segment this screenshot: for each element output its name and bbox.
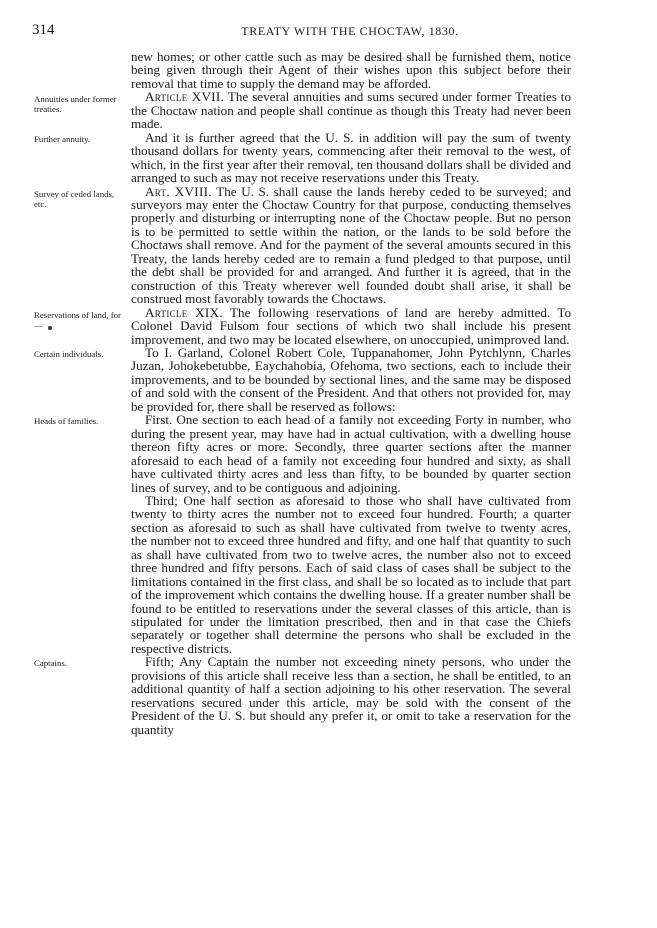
page-number: 314 [32, 22, 55, 38]
page-header [0, 22, 657, 42]
treaty-text [0, 50, 657, 736]
paragraph: Third; One half section as aforesaid to those who shall have cultivated from twenty to thirty acres the number not to exceed four hundred. Fourth; a quarter section as aforesaid to such as shall have cultivated from twelve to twenty acres, the number not to exceed three hundred and fifty, and one half that quantity to such as shall have cultivated from two to twelve acres, the number also not to exceed three hundred and fifty persons. Each of said class of cases shall be subject to the limitations contained in the first class, and shall be so located as to include that part of the improvement which contains the dwelling house. If a greater number shall be found to be entitled to reservations under the several classes of this article, than is stipulated for under the limitation prescribed, then and in that case the Chiefs separately or together shall determine the persons who shall be excluded in the respective districts. [131, 492, 571, 656]
margin-note: Further annuity. [34, 133, 91, 144]
section-article-xviii [0, 185, 657, 306]
section-article-xvii [0, 90, 657, 130]
section-captains [0, 655, 657, 736]
paragraph-text: The following reservations of land are hereby admitted. To Colonel David Fulsom four sections of which two shall include his present improvement, and two may be located elsewhere, on unoccupied, unimproved land. [131, 304, 571, 347]
paragraph-text: The several annuities and sums secured under former Treaties to the Choctaw nation and people shall continue as though this Treaty had never been made. [131, 89, 571, 132]
section-continuation [0, 50, 657, 90]
article-heading: Article XIX. [145, 304, 223, 320]
margin-note: Survey of ceded lands, etc. [34, 188, 115, 209]
paragraph [131, 306, 571, 346]
paragraph: To I. Garland, Colonel Robert Cole, Tuppanahomer, John Pytchlynn, Charles Juzan, Johokebetubbe, Eaychahobia, Ofehoma, two sections, each to include their improvements, and to be bounded by sectional lines, and the same may be disposed of and sold with the consent of the President. And that others not provided for, may be provided for, there shall be reserved as follows: [131, 344, 571, 414]
section-heads-of-families [0, 413, 657, 655]
paragraph: And it is further agreed that the U. S. in addition will pay the sum of twenty thousand dollars for twenty years, commencing after their removal to the west, of which, in the first year after their removal, ten thousand dollars shall be divided and arranged to such as may not receive reservations under this Treaty. [131, 129, 571, 186]
article-heading: Article XVII. [145, 89, 225, 105]
margin-note: Reservations of land, for— [34, 309, 121, 330]
paragraph [131, 185, 571, 306]
section-certain-individuals [0, 346, 657, 413]
paragraph: Fifth; Any Captain the number not exceeding ninety persons, who under the provisions of this article shall receive less than a section, he shall be entitled, to an additional quantity of half a section adjoining to his other reservation. The several reservations secured under this article, may be sold with the consent of the President of the U. S. but should any prefer it, or omit to take a reservation for the quantity [131, 654, 571, 737]
section-further-annuity [0, 131, 657, 185]
margin-note: Certain individuals. [34, 348, 104, 359]
paragraph [131, 90, 571, 130]
running-head: TREATY WITH THE CHOCTAW, 1830. [241, 24, 459, 38]
section-article-xix [0, 306, 657, 346]
ink-mark [48, 326, 52, 330]
margin-note: Heads of families. [34, 416, 99, 427]
paragraph: new homes; or other cattle such as may be desired shall be furnished them, notice being given through their Agent of their wishes upon this subject before their removal that time to supply the demand may be afforded. [131, 49, 571, 91]
margin-note: Annuities under former treaties. [34, 94, 117, 115]
paragraph-text: The U. S. shall cause the lands hereby ceded to be surveyed; and surveyors may enter the Choctaw Country for that purpose, conducting themselves properly and disturbing or interrupting none of the Choctaw people. But no person is to be permitted to settle within the nation, or the lands to be sold before the Choctaws shall remove. And for the payment of the several amounts secured in this Treaty, the lands hereby ceded are to remain a fund pledged to that purpose, until the debt shall be provided for and arranged. And further it is agreed, that in the construction of this Treaty wherever well founded doubt shall arise, it shall be construed most favorably towards the Choctaws. [131, 183, 572, 307]
article-heading: Art. XVIII. [145, 183, 212, 199]
paragraph: First. One section to each head of a family not exceeding Forty in number, who during the present year, may have had in actual cultivation, with a dwelling house thereon fifty acres or more. Secondly, three quarter sections after the manner aforesaid to each head of a family not exceeding four hundred and sixty, as shall have cultivated thirty acres and less than fifty, to be bounded by quarter section lines of survey, and to be contiguous and adjoining. [131, 412, 571, 495]
margin-note: Captains. [34, 658, 67, 669]
